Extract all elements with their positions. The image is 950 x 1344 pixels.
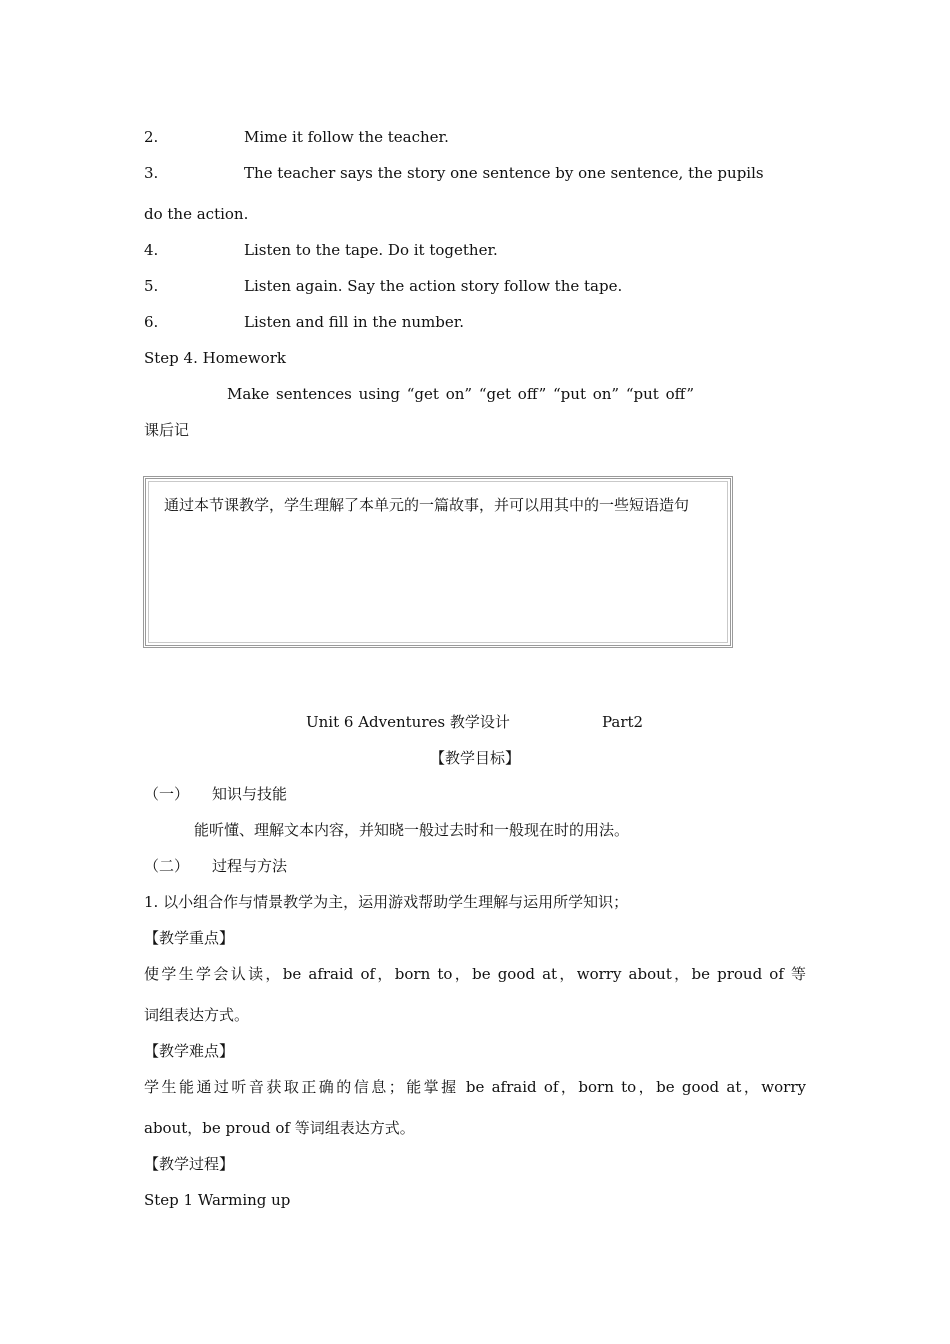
key-points-heading: 【教学重点】 [144,929,235,947]
key-points-line-2: 词组表达方式。 [144,1006,250,1024]
step-text: Listen and fill in the number. [244,313,465,331]
step-item-4 [144,240,498,260]
step-item-6 [144,312,464,332]
after-class-note-box [143,476,733,648]
section1-number: （一） [144,785,190,803]
key-points-line-1: 使学生学会认读，be afraid of，born to，be good at，worry about，be proud of 等 [144,965,806,983]
goals-heading: 【教学目标】 [429,749,520,767]
step-number: 3. [144,164,159,182]
step-item-2 [144,127,449,147]
section1-text: 能听懂、理解文本内容，并知晓一般过去时和一般现在时的用法。 [194,821,630,839]
part2-title: Unit 6 Adventures 教学设计 [306,713,510,731]
step1-warming-up: Step 1 Warming up [144,1191,291,1209]
part2-label: Part2 [602,713,644,731]
step-text: Listen again. Say the action story follow the tape. [244,277,623,295]
difficult-points-line-1: 学生能通过听音获取正确的信息；能掌握 be afraid of，born to，be good at，worry [144,1078,806,1096]
section2-title: 过程与方法 [212,857,288,875]
step-text: Listen to the tape. Do it together. [244,241,498,259]
step-item-3-continued: do the action. [144,205,249,223]
section2-item: 1. 以小组合作与情景教学为主，运用游戏帮助学生理解与运用所学知识； [144,893,629,911]
step-item-5 [144,276,622,296]
after-class-label: 课后记 [144,421,190,439]
homework-text: Make sentences using “get on” “get off” “put on” “put off” [227,385,695,403]
homework-heading: Step 4. Homework [144,349,286,367]
step-number: 6. [144,313,159,331]
section1-title: 知识与技能 [212,785,288,803]
step-item-3 [144,163,764,183]
step-text: The teacher says the story one sentence by one sentence, the pupils [244,164,764,182]
step-number: 5. [144,277,159,295]
process-heading: 【教学过程】 [144,1155,235,1173]
difficult-points-line-2: about，be proud of 等词组表达方式。 [144,1119,415,1137]
section2-number: （二） [144,857,190,875]
step-number: 4. [144,241,159,259]
step-text: Mime it follow the teacher. [244,128,449,146]
difficult-points-heading: 【教学难点】 [144,1042,235,1060]
step-number: 2. [144,128,159,146]
after-class-note-text: 通过本节课教学，学生理解了本单元的一篇故事，并可以用其中的一些短语造句 [164,496,690,514]
